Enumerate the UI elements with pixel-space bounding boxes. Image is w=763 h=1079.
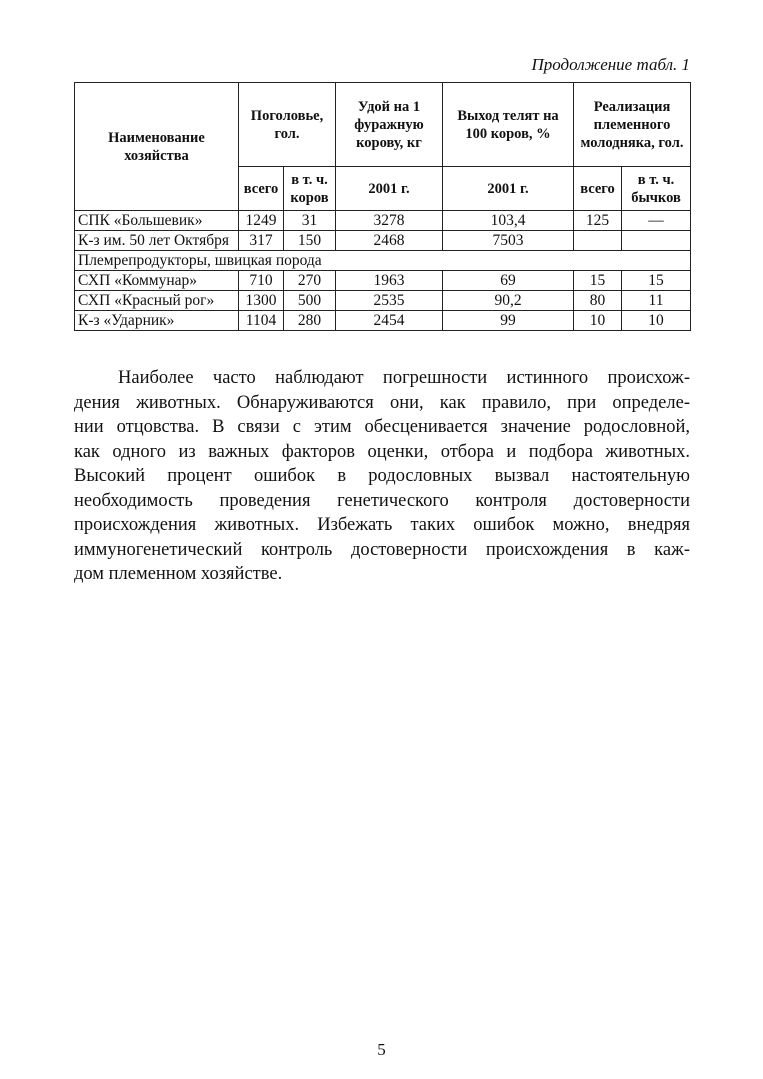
table-row <box>75 211 691 231</box>
herd-total: 710 <box>239 271 284 291</box>
header-milk-year: 2001 г. <box>336 167 443 211</box>
header-youngstock-sales: Реализация племенного молодняка, гол. <box>574 83 691 167</box>
sales-bulls <box>622 231 691 251</box>
header-sales-bulls: в т. ч. бычков <box>622 167 691 211</box>
paragraph-line: как одного из важных факторов оценки, отбора и подбора животных. <box>74 441 690 462</box>
paragraph-line: происхождения животных. Избежать таких ошибок можно, внедряя <box>74 515 690 535</box>
calf-output: 99 <box>443 311 574 331</box>
table-row <box>75 311 691 331</box>
herd-cows: 270 <box>284 271 336 291</box>
table-continuation-caption: Продолжение табл. 1 <box>531 55 690 74</box>
farm-name: К-з «Ударник» <box>75 311 239 331</box>
paragraph-line: необходимость проведения генетического контроля достоверности <box>74 490 690 511</box>
paragraph-line: дения животных. Обнаруживаются они, как правило, при определе- <box>74 392 690 413</box>
paragraph-line: Высокий процент ошибок в родословных вызвал настоятельную <box>74 466 690 486</box>
header-sales-total: всего <box>574 167 622 211</box>
header-farm-name: Наименование хозяйства <box>75 83 239 211</box>
page-number: 5 <box>377 1040 386 1059</box>
farm-name: СХП «Коммунар» <box>75 271 239 291</box>
sales-bulls: 11 <box>622 291 691 311</box>
table-row <box>75 291 691 311</box>
herd-total: 1104 <box>239 311 284 331</box>
herd-cows: 31 <box>284 211 336 231</box>
sales-bulls: 15 <box>622 271 691 291</box>
herd-cows: 280 <box>284 311 336 331</box>
header-milk-yield: Удой на 1 фуражную корову, кг <box>336 83 443 167</box>
calf-output: 103,4 <box>443 211 574 231</box>
body-paragraph <box>74 366 690 587</box>
sales-bulls: 10 <box>622 311 691 331</box>
milk-yield: 2468 <box>336 231 443 251</box>
sales-total: 125 <box>574 211 622 231</box>
farm-name: К-з им. 50 лет Октября <box>75 231 239 251</box>
calf-output: 90,2 <box>443 291 574 311</box>
calf-output: 7503 <box>443 231 574 251</box>
calf-output: 69 <box>443 271 574 291</box>
milk-yield: 1963 <box>336 271 443 291</box>
farm-statistics-table <box>74 82 691 331</box>
sales-total: 10 <box>574 311 622 331</box>
milk-yield: 2454 <box>336 311 443 331</box>
herd-total: 1300 <box>239 291 284 311</box>
paragraph-line: иммуногенетический контроль достоверности происхождения в каж- <box>74 539 690 560</box>
sales-total: 80 <box>574 291 622 311</box>
milk-yield: 2535 <box>336 291 443 311</box>
paragraph-line: нии отцовства. В связи с этим обесценивается значение родословной, <box>74 417 690 437</box>
sales-total: 15 <box>574 271 622 291</box>
table-row <box>75 271 691 291</box>
header-herd-cows: в т. ч. коров <box>284 167 336 211</box>
herd-total: 1249 <box>239 211 284 231</box>
header-herd-total: всего <box>239 167 284 211</box>
milk-yield: 3278 <box>336 211 443 231</box>
group-label: Племрепродукторы, швицкая порода <box>75 251 691 271</box>
paragraph-line: дом племенном хозяйстве. <box>74 564 283 584</box>
table-group-row <box>75 251 691 271</box>
header-calves-year: 2001 г. <box>443 167 574 211</box>
herd-cows: 150 <box>284 231 336 251</box>
header-herd: Поголовье, гол. <box>239 83 336 167</box>
farm-name: СПК «Большевик» <box>75 211 239 231</box>
table-row <box>75 231 691 251</box>
herd-cows: 500 <box>284 291 336 311</box>
sales-total <box>574 231 622 251</box>
paragraph-line: Наиболее часто наблюдают погрешности истинного происхож- <box>118 368 690 388</box>
header-calf-output: Выход телят на 100 коров, % <box>443 83 574 167</box>
sales-bulls: — <box>622 211 691 231</box>
farm-name: СХП «Красный рог» <box>75 291 239 311</box>
herd-total: 317 <box>239 231 284 251</box>
